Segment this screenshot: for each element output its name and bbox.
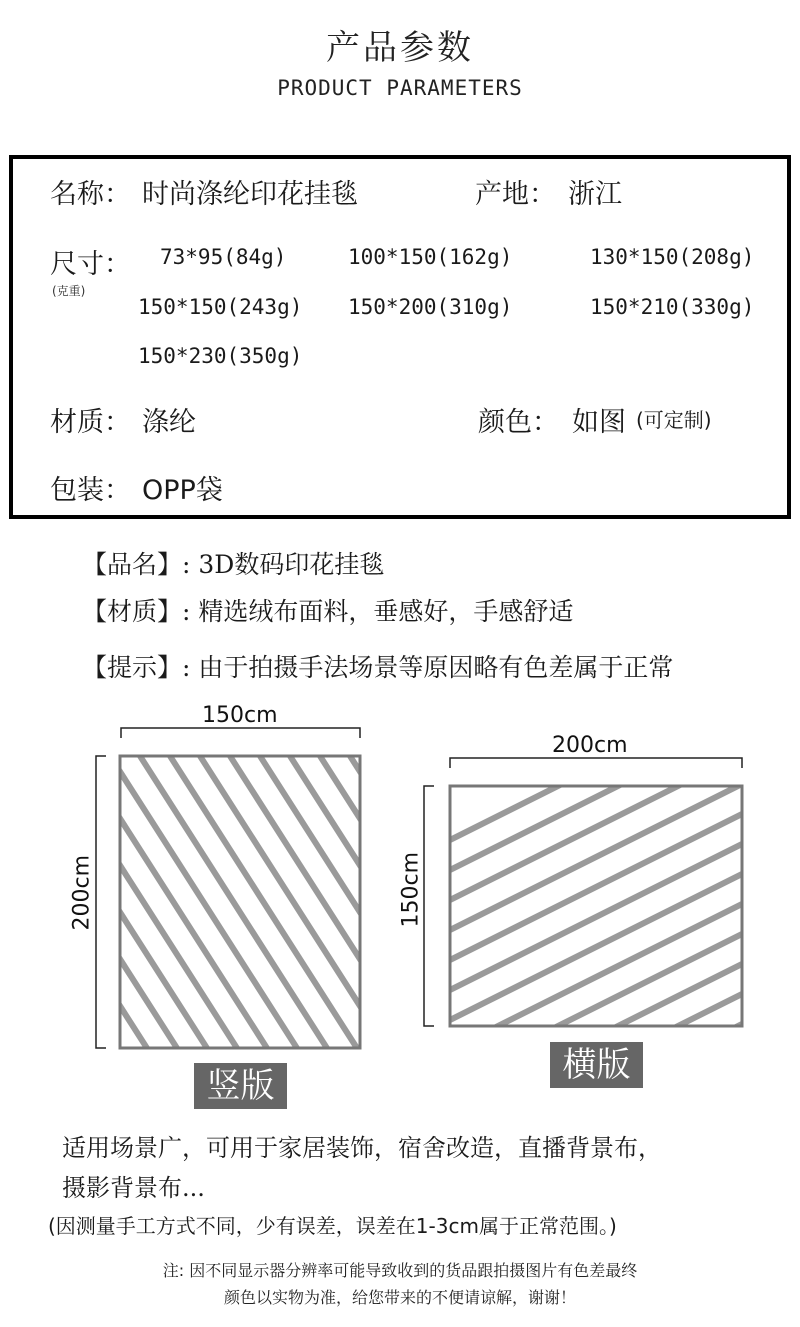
footer-note-line-1: 注: 因不同显示器分辨率可能导致收到的货品跟拍摄图片有色差最终 <box>162 1261 638 1280</box>
size-item: 150*200(310g) <box>348 295 513 319</box>
color-value: 如图 <box>572 407 626 438</box>
vertical-tag: 竖版 <box>194 1063 287 1109</box>
page-subtitle: PRODUCT PARAMETERS <box>277 76 523 100</box>
package-label: 包装： <box>50 475 131 506</box>
usage-line-2: 摄影背景布... <box>62 1174 205 1202</box>
size-item: 73*95(84g) <box>160 245 287 269</box>
height-bracket <box>96 756 106 1048</box>
vertical-diagram <box>90 725 370 1055</box>
horizontal-height-label: 150cm <box>398 851 424 928</box>
width-bracket <box>450 758 742 768</box>
stripe-pattern <box>90 756 370 1055</box>
width-bracket <box>121 728 360 738</box>
horizontal-tag: 横版 <box>550 1042 643 1088</box>
size-label: 尺寸： <box>50 249 131 280</box>
footer-note-line-2: 颜色以实物为准，给您带来的不便请谅解，谢谢！ <box>223 1288 576 1307</box>
size-item: 150*230(350g) <box>138 344 303 368</box>
size-item: 130*150(208g) <box>590 245 755 269</box>
material-value: 涤纶 <box>142 407 196 438</box>
horizontal-width-label: 200cm <box>552 733 628 758</box>
info-product-name: 【品名】: 3D数码印花挂毯 <box>82 550 385 579</box>
color-label: 颜色： <box>478 407 559 438</box>
stripe-pattern <box>418 755 748 1030</box>
size-item: 150*210(330g) <box>590 295 755 319</box>
error-note: (因测量手工方式不同，少有误差，误差在1-3cm属于正常范围。) <box>48 1214 617 1238</box>
info-material: 【材质】: 精选绒布面料，垂感好，手感舒适 <box>82 597 574 626</box>
vertical-width-label: 150cm <box>202 703 278 728</box>
color-note: (可定制) <box>636 408 712 432</box>
size-item: 150*150(243g) <box>138 295 303 319</box>
usage-line-1: 适用场景广，可用于家居装饰，宿舍改造，直播背景布， <box>62 1134 662 1162</box>
origin-label: 产地： <box>475 179 556 210</box>
horizontal-diagram <box>418 755 748 1030</box>
page-title: 产品参数 <box>326 28 474 68</box>
origin-value: 浙江 <box>568 179 622 210</box>
height-bracket <box>424 786 434 1026</box>
name-value: 时尚涤纶印花挂毯 <box>142 179 358 210</box>
weight-note: (克重) <box>52 284 86 298</box>
size-item: 100*150(162g) <box>348 245 513 269</box>
name-label: 名称： <box>50 179 131 210</box>
material-label: 材质： <box>50 407 131 438</box>
vertical-height-label: 200cm <box>69 854 95 931</box>
info-tip: 【提示】: 由于拍摄手法场景等原因略有色差属于正常 <box>82 653 674 682</box>
package-value: OPP袋 <box>142 475 223 506</box>
